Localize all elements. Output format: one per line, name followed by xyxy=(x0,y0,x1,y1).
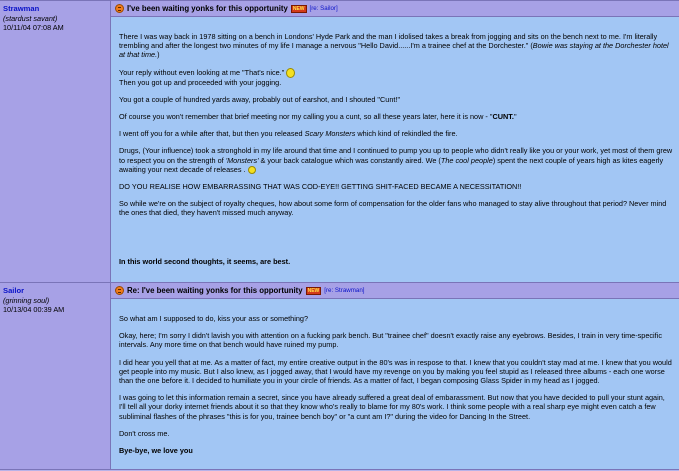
smiley-icon xyxy=(248,166,256,174)
author-title: (grinning soul) xyxy=(3,295,50,305)
post-content xyxy=(111,1,679,282)
author-panel xyxy=(0,283,111,469)
post-paragraph: So what am I supposed to do, kiss your ass or something? xyxy=(119,314,309,323)
post-subject: I've been waiting yonks for this opportunity xyxy=(127,3,288,13)
author-name-link[interactable]: Sailor xyxy=(3,286,25,295)
text: " xyxy=(513,112,517,122)
author-name-link[interactable]: Strawman xyxy=(3,4,40,13)
post-header xyxy=(111,283,679,299)
text: I went off you for a while after that, but then you released xyxy=(119,129,305,139)
post-paragraph xyxy=(119,129,673,138)
text: Your reply without even looking at me "That's nice." xyxy=(119,67,285,77)
post xyxy=(0,1,679,283)
post-content xyxy=(111,283,679,469)
text: & your back catalogue which was constantly aired. We ( xyxy=(258,155,441,165)
post xyxy=(0,283,679,470)
text: which kind of rekindled the fire. xyxy=(355,129,458,139)
author-title: (stardust savant) xyxy=(3,13,58,23)
post-paragraph xyxy=(119,32,673,60)
post-header xyxy=(111,1,679,17)
post-paragraph xyxy=(119,68,673,87)
reply-to-link[interactable]: [re: Sailor] xyxy=(309,4,338,12)
text-bold: CUNT. xyxy=(492,112,514,122)
text: Drugs, (Your influence) took a stronghold in my life around that time and I continued to pump you up to people who didn't really like you or your work, yet most of them grew to respect you on the strength of xyxy=(119,146,673,165)
text-italic: Scary Monsters xyxy=(304,129,356,139)
text-italic: Bowie was staying at the Dorchester hotel at that time. xyxy=(119,41,669,60)
post-subject: Re: I've been waiting yonks for this opportunity xyxy=(127,285,303,295)
post-paragraph: I was going to let this information remain a secret, since you have already suffered a great deal of embarassment. But now that you have decided to pull your stunt again, I'll tell all your dorky internet friends about it so that they know who's really to blame for my 80's work. I think some people with a real sharp eye might even catch a few subliminal flashes of the phrases "this is for you, trainee bench boy" or "a cunt am I?" during the video for Dancing In the Street. xyxy=(119,393,665,421)
text: Then you got up and proceeded with your jogging. xyxy=(119,77,282,87)
post-paragraph: Okay, here; I'm sorry I didn't lavish you with attention on a fucking park bench. But "trainee chef" doesn't exactly raise any eyebrows. Besides, I train in very time-specific intervals. Any more time on that bench would have ruined my pump. xyxy=(119,331,662,350)
mood-icon xyxy=(115,4,124,13)
post-paragraph xyxy=(119,112,673,121)
text: Of course you won't remember that brief meeting nor my calling you a cunt, so all these years later, here it is now - " xyxy=(119,112,493,122)
reply-to-link[interactable]: [re: Strawman] xyxy=(324,286,365,294)
text: ) xyxy=(157,50,160,60)
post-paragraph: DO YOU REALISE HOW EMBARRASSING THAT WAS COD-EYE!! GETTING SHIT-FACED BECAME A NECESSITATION!! xyxy=(119,181,522,191)
post-paragraph xyxy=(119,146,673,174)
shocked-smiley-icon xyxy=(286,68,295,78)
new-badge-icon: NEW xyxy=(307,287,320,294)
mood-icon xyxy=(115,286,124,295)
post-paragraph: You got a couple of hundred yards away, probably out of earshot, and I shouted "Cunt!" xyxy=(119,94,401,104)
post-body xyxy=(111,299,679,469)
text-italic: 'Monsters' xyxy=(225,155,259,165)
post-body xyxy=(111,17,679,282)
author-panel xyxy=(0,1,111,282)
post-date: 10/13/04 00:39 AM xyxy=(3,304,65,314)
signature: In this world second thoughts, it seems, are best. xyxy=(119,256,291,266)
post-paragraph: So while we're on the subject of royalty cheques, how about some form of compensation for the older fans who managed to stay alive throughout that period? Never mind the ones that died, they haven't missed much anyway. xyxy=(119,199,667,218)
new-badge-icon: NEW xyxy=(292,5,305,12)
text-italic: The cool people xyxy=(440,155,493,165)
text: There I was way back in 1978 sitting on a bench in Londons' Hyde Park and the man I idolised takes a break from jogging and sits on the bench next to me. I'm literally trembling and after the longest two minutes of my life I manage a nervous "Hello David......I'm a trainee chef at the Dorchester." ( xyxy=(119,32,658,51)
post-paragraph: I did hear you yell that at me. As a matter of fact, my entire creative output in the 80's was in respose to that. I knew that you couldn't stay mad at me. I knew that you would get people into my music. But I also knew, as I jogged away, that I would have my revenge on you by making you feel stupid as I released three albums - each one worse than the one before it. I decided to humiliate you in your circle of friends. As a matter of fact, I began composing Glass Spider in my head as I jogged. xyxy=(119,357,672,385)
text: ) spent the next couple of years high as kites eagerly awaiting your next decade of releases . xyxy=(119,155,664,174)
post-date: 10/11/04 07:08 AM xyxy=(3,22,64,32)
post-paragraph: Don't cross me. xyxy=(119,428,170,438)
signature: Bye-bye, we love you xyxy=(119,445,193,455)
